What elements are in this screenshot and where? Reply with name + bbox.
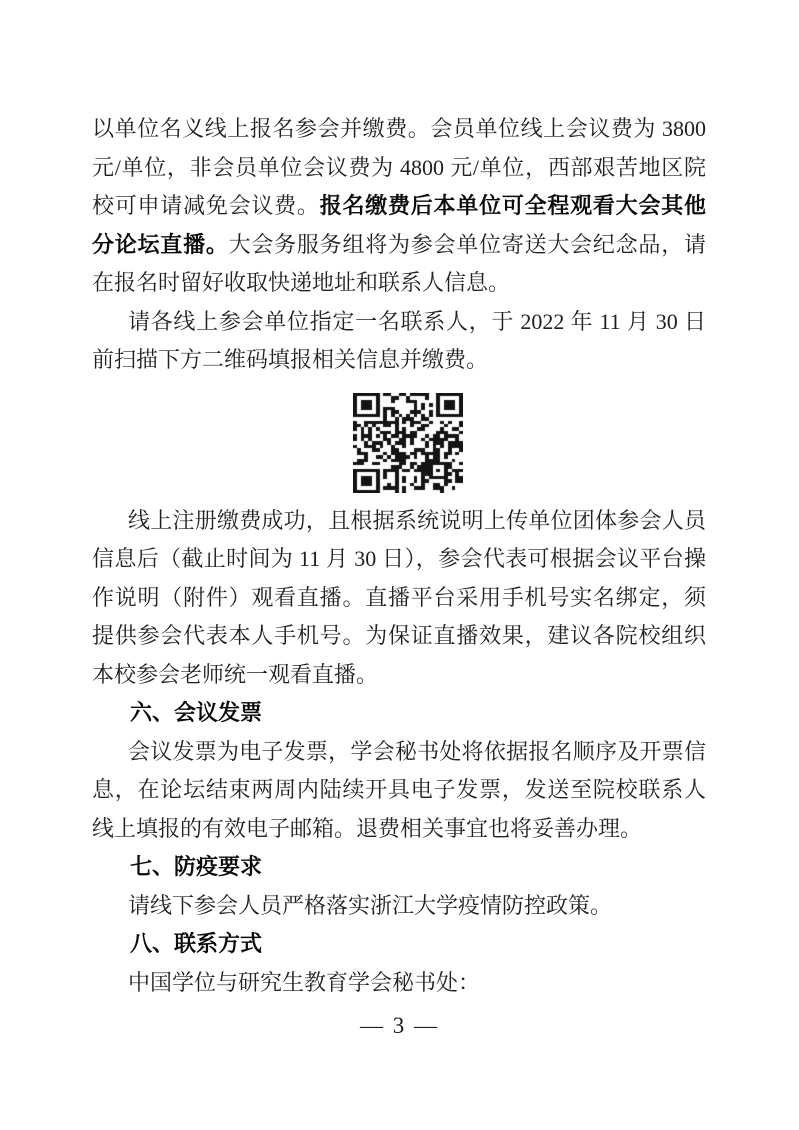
section-heading-invoice: 六、会议发票 xyxy=(130,700,263,725)
page-number: — 3 — xyxy=(360,1013,439,1038)
paragraph-fee-post: 大会务服务组将为参会单位寄送大会纪念品，请在报名时留好收取快递地址和联系人信息。 xyxy=(92,231,706,295)
paragraph-fee xyxy=(92,110,706,303)
paragraph-epidemic: 请线下参会人员严格落实浙江大学疫情防控政策。 xyxy=(128,892,613,918)
paragraph-invoice: 会议发票为电子发票，学会秘书处将依据报名顺序及开票信息，在论坛结束两周内陆续开具电子发票，发送至院校联系人线上填报的有效电子邮箱。退费相关事宜也将妥善办理。 xyxy=(92,738,706,841)
section-heading-contact: 八、联系方式 xyxy=(130,931,263,956)
registration-qr-code-icon xyxy=(353,393,463,493)
paragraph-contact: 中国学位与研究生教育学会秘书处： xyxy=(128,969,481,995)
paragraph-fee-pre: 以单位名义线上报名参会并缴费。会员单位线上会议费为 3800 元/单位，非会员单位会议费为 4800 元/单位，西部艰苦地区院校可申请减免会议费。 xyxy=(92,116,706,218)
paragraph-livestream: 线上注册缴费成功，且根据系统说明上传单位团体参会人员信息后（截止时间为 11 月 30 日），参会代表可根据会议平台操作说明（附件）观看直播。直播平台采用手机号实名绑定，须提供参会代表本人手机号。为保证直播效果，建议各院校组织本校参会老师统一观看直播。 xyxy=(92,507,706,687)
paragraph-fee-bold-emphasis: 报名缴费后本单位可全程观看大会其他分论坛直播。 xyxy=(92,193,706,257)
qr-code-block xyxy=(353,393,463,493)
section-heading-epidemic: 七、防疫要求 xyxy=(130,854,263,879)
paragraph-contact-deadline: 请各线上参会单位指定一名联系人，于 2022 年 11 月 30 日前扫描下方二维码填报相关信息并缴费。 xyxy=(92,308,706,372)
document-content xyxy=(92,110,706,1002)
